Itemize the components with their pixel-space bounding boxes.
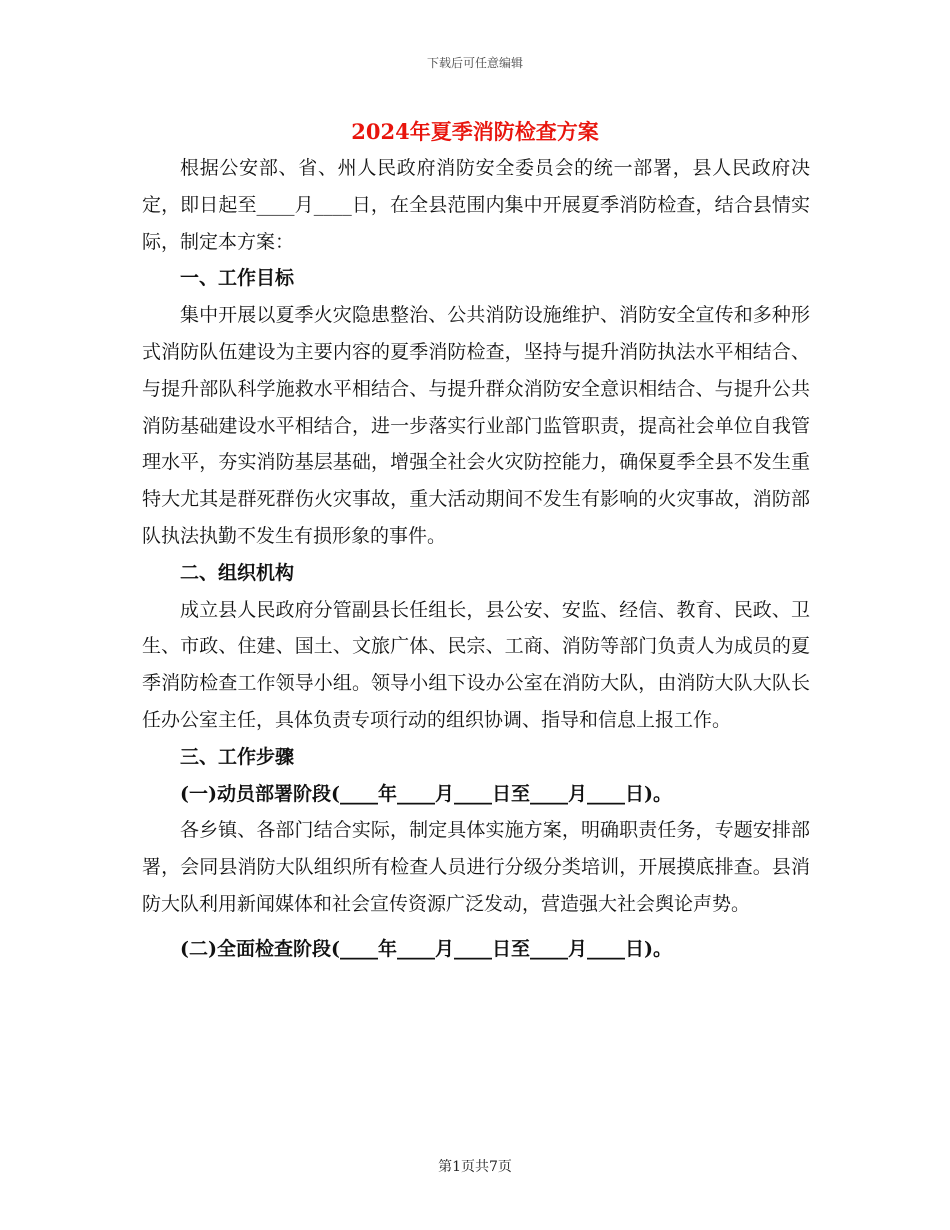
mobilization-paragraph: 各乡镇、各部门结合实际，制定具体实施方案，明确职责任务，专题安排部署，会同县消防大队组织所有检查人员进行分级分类培训，开展摸底排查。县消防大队利用新闻媒体和社会宣传资源广泛发动，营造强大社会舆论声势。 — [142, 819, 810, 915]
goals-paragraph: 集中开展以夏季火灾隐患整治、公共消防设施维护、消防安全宣传和多种形式消防队伍建设为主要内容的夏季消防检查，坚持与提升消防执法水平相结合、与提升部队科学施救水平相结合、与提升群众消防安全意识相结合、与提升公共消防基础建设水平相结合，进一步落实行业部门监管职责，提高社会单位自我管理水平，夯实消防基层基础，增强全社会火灾防控能力，确保夏季全县不发生重特大尤其是群死群伤火灾事故，重大活动期间不发生有影响的火灾事故，消防部队执法执勤不发生有损形象的事件。 — [142, 304, 810, 547]
section-heading-goals: 一、工作目标 — [180, 267, 295, 290]
page-footer: 第1页共7页 — [438, 1159, 512, 1175]
header-note: 下载后可任意编辑 — [426, 56, 523, 70]
step-heading-inspection: (二)全面检查阶段(____年____月____日至____月____日)。 — [180, 937, 672, 960]
organization-paragraph: 成立县人民政府分管副县长任组长，县公安、安监、经信、教育、民政、卫生、市政、住建、国土、文旅广体、民宗、工商、消防等部门负责人为成员的夏季消防检查工作领导小组。领导小组下设办公室在消防大队，由消防大队大队长任办公室主任，具体负责专项行动的组织协调、指导和信息上报工作。 — [142, 598, 810, 731]
step-heading-mobilization: (一)动员部署阶段(____年____月____日至____月____日)。 — [180, 782, 672, 805]
document-body — [142, 150, 810, 968]
section-heading-organization: 二、组织机构 — [180, 561, 295, 584]
intro-paragraph: 根据公安部、省、州人民政府消防安全委员会的统一部署，县人民政府决定，即日起至____月____日，在全县范围内集中开展夏季消防检查，结合县情实际，制定本方案： — [142, 157, 810, 253]
section-heading-steps: 三、工作步骤 — [180, 745, 295, 768]
document-title: 2024年夏季消防检查方案 — [351, 119, 599, 144]
